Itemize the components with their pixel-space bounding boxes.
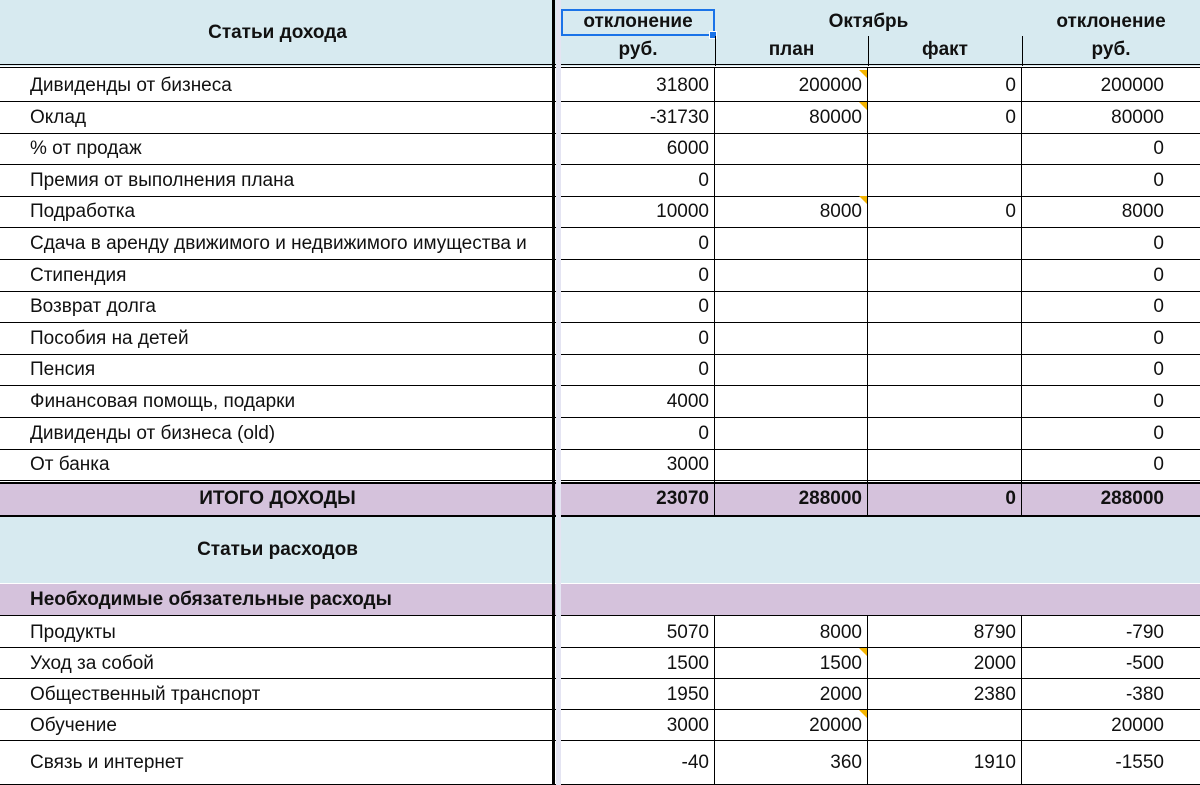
fact-cell[interactable] (868, 291, 1022, 323)
plan-cell[interactable] (715, 354, 868, 386)
row-label[interactable]: Финансовая помощь, подарки (30, 391, 296, 412)
fact-cell[interactable] (868, 418, 1022, 450)
deviation-rub-cell[interactable]: 0 (1153, 265, 1164, 286)
plan-cell[interactable] (715, 291, 868, 323)
deviation-cell[interactable]: 0 (698, 423, 709, 444)
fact-cell[interactable] (868, 323, 1022, 355)
income-total-deviation-rub[interactable]: 288000 (1100, 487, 1164, 509)
deviation-cell[interactable]: 0 (698, 170, 709, 191)
fact-cell[interactable]: 0 (1005, 201, 1016, 222)
fact-cell[interactable]: 2000 (973, 652, 1016, 674)
fact-cell[interactable] (868, 449, 1022, 481)
fact-cell[interactable]: 0 (1005, 75, 1016, 96)
deviation-rub-cell[interactable]: 200000 (1100, 75, 1164, 96)
deviation-cell[interactable]: 6000 (666, 138, 709, 159)
row-label[interactable]: Дивиденды от бизнеса (old) (30, 423, 276, 444)
row-label[interactable]: Подработка (30, 201, 136, 222)
column-border (714, 482, 715, 515)
row-divider (0, 64, 1200, 65)
expense-articles-header[interactable]: Статьи расходов (197, 539, 358, 560)
deviation-rub-cell[interactable]: 0 (1153, 454, 1164, 475)
row-label[interactable]: Стипендия (30, 265, 127, 286)
deviation-rub-cell[interactable]: -380 (1125, 683, 1164, 705)
plan-cell[interactable] (715, 165, 868, 197)
deviation-rub-cell[interactable]: 0 (1153, 391, 1164, 412)
column-border (867, 482, 868, 515)
row-label[interactable]: Дивиденды от бизнеса (30, 75, 232, 96)
deviation-rub-cell[interactable]: 0 (1153, 328, 1164, 349)
comment-indicator (859, 70, 867, 78)
comment-indicator (859, 648, 867, 656)
deviation-cell[interactable]: 31800 (656, 75, 709, 96)
deviation-rub-cell[interactable]: 0 (1153, 359, 1164, 380)
row-label[interactable]: От банка (30, 454, 110, 475)
deviation-header-right[interactable]: отклонение (1056, 11, 1166, 32)
row-divider (0, 480, 1200, 481)
plan-header[interactable]: план (768, 39, 815, 60)
plan-cell[interactable]: 8000 (819, 201, 862, 222)
header-column-border (715, 36, 716, 66)
deviation-rub-cell[interactable]: 0 (1153, 423, 1164, 444)
row-label[interactable]: Премия от выполнения плана (30, 170, 295, 191)
income-total-label[interactable]: ИТОГО ДОХОДЫ (199, 487, 356, 509)
column-border (714, 68, 715, 482)
fact-cell[interactable]: 2380 (973, 683, 1016, 705)
plan-cell[interactable] (715, 133, 868, 165)
row-divider (0, 67, 1200, 68)
row-label[interactable]: % от продаж (30, 138, 142, 159)
column-border (1021, 68, 1022, 482)
plan-cell[interactable]: 200000 (798, 75, 862, 96)
rub-header-left[interactable]: руб. (618, 39, 658, 60)
deviation-rub-cell[interactable]: 0 (1153, 296, 1164, 317)
plan-cell[interactable] (715, 418, 868, 450)
fact-cell[interactable]: 0 (1005, 107, 1016, 128)
comment-indicator (859, 196, 867, 204)
row-label[interactable]: Возврат долга (30, 296, 156, 317)
plan-cell[interactable]: 8000 (819, 621, 862, 643)
plan-cell[interactable]: 2000 (819, 683, 862, 705)
plan-cell[interactable] (715, 323, 868, 355)
row-label[interactable]: Сдача в аренду движимого и недвижимого имущества и (30, 233, 527, 254)
income-total-fact[interactable]: 0 (1005, 487, 1016, 509)
header-column-border (1022, 36, 1023, 66)
deviation-cell[interactable]: 0 (698, 359, 709, 380)
plan-cell[interactable] (715, 228, 868, 260)
column-border (1021, 482, 1022, 515)
deviation-cell[interactable]: 0 (698, 328, 709, 349)
frozen-column-gap (556, 0, 561, 785)
column-border (714, 616, 715, 785)
comment-indicator (859, 102, 867, 110)
income-total-deviation[interactable]: 23070 (656, 487, 709, 509)
plan-cell[interactable]: 80000 (809, 107, 862, 128)
expense-section-label[interactable]: Необходимые обязательные расходы (30, 589, 392, 610)
deviation-rub-cell[interactable]: -1550 (1115, 752, 1164, 773)
label-column-border (552, 0, 555, 785)
deviation-cell[interactable]: 0 (698, 265, 709, 286)
deviation-cell[interactable]: 10000 (656, 201, 709, 222)
plan-cell[interactable] (715, 260, 868, 292)
fact-cell[interactable] (868, 260, 1022, 292)
deviation-cell[interactable]: 0 (698, 233, 709, 254)
column-border (867, 68, 868, 482)
income-total-plan[interactable]: 288000 (798, 487, 862, 509)
deviation-cell[interactable]: 1500 (666, 652, 709, 674)
fact-cell[interactable]: 1910 (973, 752, 1016, 773)
deviation-rub-cell[interactable]: 20000 (1111, 714, 1164, 736)
plan-cell[interactable] (715, 449, 868, 481)
deviation-rub-cell[interactable]: 0 (1153, 233, 1164, 254)
deviation-header-left[interactable]: отклонение (583, 11, 693, 32)
row-label[interactable]: Общественный транспорт (30, 683, 261, 705)
row-label[interactable]: Продукты (30, 621, 116, 643)
deviation-cell[interactable]: 4000 (666, 391, 709, 412)
fact-cell[interactable] (868, 354, 1022, 386)
fact-cell[interactable] (868, 386, 1022, 418)
month-header[interactable]: Октябрь (828, 11, 909, 32)
plan-cell[interactable]: 20000 (809, 714, 862, 736)
row-label[interactable]: Обучение (30, 714, 117, 736)
column-border (867, 616, 868, 785)
fact-cell[interactable] (868, 228, 1022, 260)
row-label[interactable]: Оклад (30, 107, 87, 128)
rub-header-right[interactable]: руб. (1091, 39, 1131, 60)
header-column-border (868, 36, 869, 66)
deviation-cell[interactable]: 3000 (666, 714, 709, 736)
income-articles-header[interactable]: Статьи дохода (208, 22, 347, 43)
plan-cell[interactable]: 360 (830, 752, 862, 773)
deviation-cell[interactable]: 5070 (666, 621, 709, 643)
row-divider (0, 615, 1200, 616)
deviation-cell[interactable]: -31730 (649, 107, 709, 128)
deviation-rub-cell[interactable]: 0 (1153, 170, 1164, 191)
fact-cell[interactable] (868, 710, 1022, 741)
row-label[interactable]: Пенсия (30, 359, 96, 380)
fact-header[interactable]: факт (921, 39, 968, 60)
deviation-rub-cell[interactable]: -790 (1125, 621, 1164, 643)
plan-cell[interactable]: 1500 (819, 652, 862, 674)
deviation-rub-cell[interactable]: -500 (1125, 652, 1164, 674)
deviation-cell[interactable]: 3000 (666, 454, 709, 475)
deviation-rub-cell[interactable]: 80000 (1111, 107, 1164, 128)
fact-cell[interactable]: 8790 (973, 621, 1016, 643)
deviation-cell[interactable]: 0 (698, 296, 709, 317)
deviation-cell[interactable]: 1950 (666, 683, 709, 705)
row-label[interactable]: Пособия на детей (30, 328, 189, 349)
plan-cell[interactable] (715, 386, 868, 418)
row-label[interactable]: Уход за собой (30, 652, 154, 674)
deviation-rub-cell[interactable]: 0 (1153, 138, 1164, 159)
comment-indicator (859, 710, 867, 718)
column-border (1021, 616, 1022, 785)
deviation-cell[interactable]: -40 (681, 752, 709, 773)
fact-cell[interactable] (868, 165, 1022, 197)
row-label[interactable]: Связь и интернет (30, 752, 184, 773)
fact-cell[interactable] (868, 133, 1022, 165)
deviation-rub-cell[interactable]: 8000 (1121, 201, 1164, 222)
